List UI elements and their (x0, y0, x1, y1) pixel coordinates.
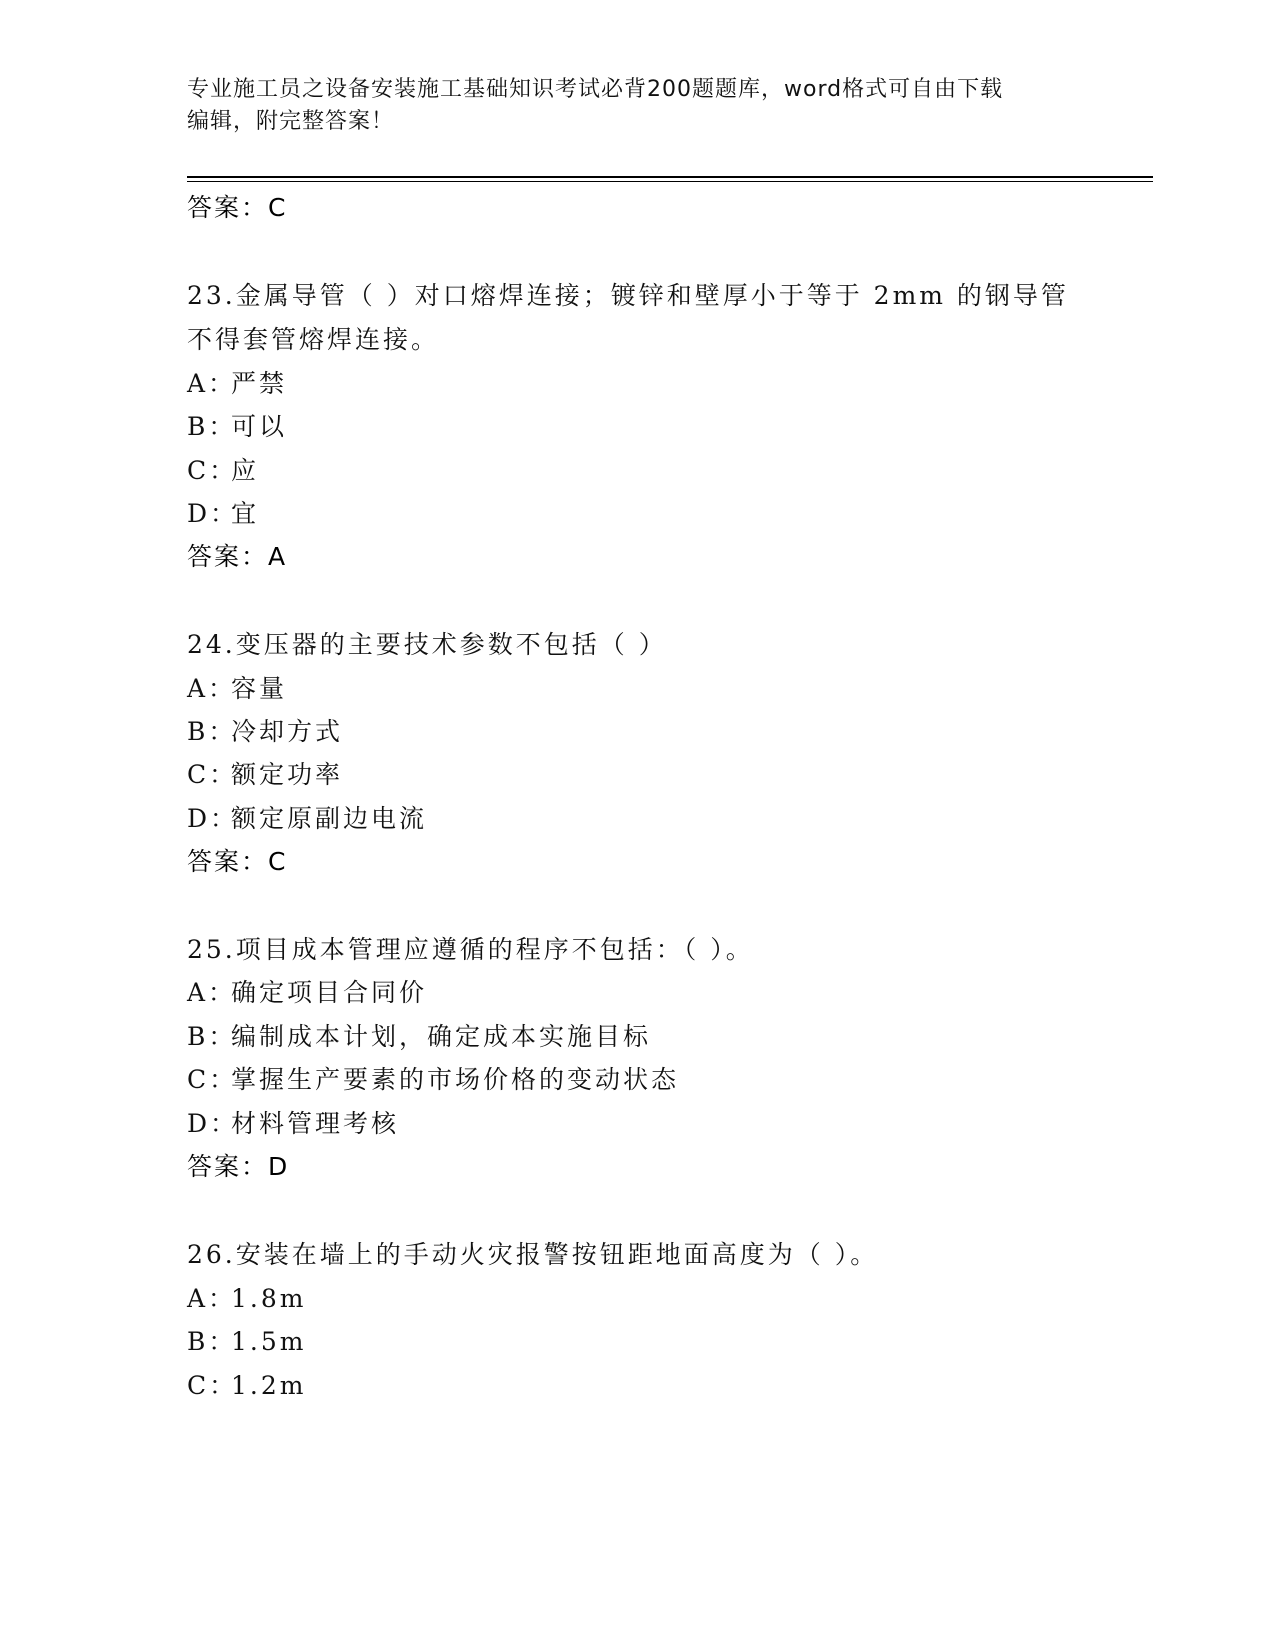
question-23-line-2: 不得套管熔焊连接。 (187, 325, 440, 354)
answer-prefix: 答案： (187, 1152, 269, 1181)
option-key: A： (187, 369, 237, 398)
answer-q24 (187, 846, 287, 878)
option-text: 应 (231, 456, 260, 485)
question-25-option-d (187, 1108, 399, 1140)
question-23-line-1 (187, 280, 1069, 312)
answer-prefix: 答案： (187, 542, 269, 571)
question-24-option-a (187, 673, 287, 705)
question-25-line-1 (187, 934, 754, 966)
question-text: 项目成本管理应遵循的程序不包括：（ ）。 (235, 935, 754, 964)
question-24-option-b (187, 716, 343, 748)
question-25-option-b (187, 1021, 651, 1053)
question-26-option-c (187, 1370, 306, 1402)
question-number: 23. (187, 281, 236, 310)
option-text: 额定功率 (231, 760, 344, 789)
answer-q22 (187, 192, 287, 224)
question-23-option-a (187, 368, 287, 400)
question-24-option-c (187, 759, 343, 791)
option-key: D： (187, 499, 239, 528)
option-text: 编制成本计划，确定成本实施目标 (231, 1022, 652, 1051)
option-key: B： (187, 1327, 237, 1356)
option-text: 可以 (231, 412, 288, 441)
option-text: 容量 (231, 674, 288, 703)
header-divider-thin (187, 181, 1153, 182)
option-text: 冷却方式 (231, 717, 344, 746)
option-text: 掌握生产要素的市场价格的变动状态 (231, 1065, 680, 1094)
header-line-2: 编辑，附完整答案！ (187, 109, 395, 134)
option-text: 1.8m (231, 1284, 307, 1313)
option-key: A： (187, 674, 237, 703)
option-key: A： (187, 1284, 237, 1313)
question-number: 25. (187, 935, 236, 964)
question-text: 变压器的主要技术参数不包括（ ） (235, 630, 667, 659)
option-text: 1.2m (231, 1371, 307, 1400)
option-text: 1.5m (231, 1327, 307, 1356)
option-text: 宜 (231, 499, 260, 528)
question-text: 金属导管（ ）对口熔焊连接；镀锌和壁厚小于等于 2mm 的钢导管 (235, 281, 1069, 310)
question-24-line-1 (187, 629, 667, 661)
question-26-line-1 (187, 1239, 878, 1271)
option-key: D： (187, 1109, 239, 1138)
question-26-option-b (187, 1326, 306, 1358)
question-24-option-d (187, 803, 427, 835)
answer-q23 (187, 541, 287, 573)
answer-value: A (268, 542, 288, 571)
question-25-option-a (187, 977, 427, 1009)
question-23-option-b (187, 411, 287, 443)
question-25-option-c (187, 1064, 679, 1096)
question-text: 安装在墙上的手动火灾报警按钮距地面高度为（ ）。 (235, 1240, 879, 1269)
header-line-1: 专业施工员之设备安装施工基础知识考试必背200题题库，word格式可自由下载 (187, 77, 1004, 102)
option-key: C： (187, 456, 238, 485)
option-key: C： (187, 1065, 238, 1094)
question-26-option-a (187, 1283, 306, 1315)
option-text: 确定项目合同价 (231, 978, 428, 1007)
option-key: C： (187, 1371, 238, 1400)
option-text: 严禁 (231, 369, 288, 398)
question-23-option-d (187, 498, 259, 530)
answer-value: D (268, 1152, 290, 1181)
option-key: B： (187, 717, 237, 746)
question-number: 26. (187, 1240, 236, 1269)
answer-value: C (268, 847, 288, 876)
option-key: C： (187, 760, 238, 789)
question-23-option-c (187, 455, 259, 487)
question-number: 24. (187, 630, 236, 659)
option-text: 额定原副边电流 (231, 804, 428, 833)
option-key: B： (187, 412, 237, 441)
option-text: 材料管理考核 (231, 1109, 400, 1138)
answer-q25 (187, 1151, 289, 1183)
answer-prefix: 答案： (187, 847, 269, 876)
option-key: B： (187, 1022, 237, 1051)
document-header (187, 74, 1087, 138)
option-key: A： (187, 978, 237, 1007)
answer-value: C (268, 193, 288, 222)
answer-prefix: 答案： (187, 193, 269, 222)
option-key: D： (187, 804, 239, 833)
header-divider-thick (187, 176, 1153, 178)
